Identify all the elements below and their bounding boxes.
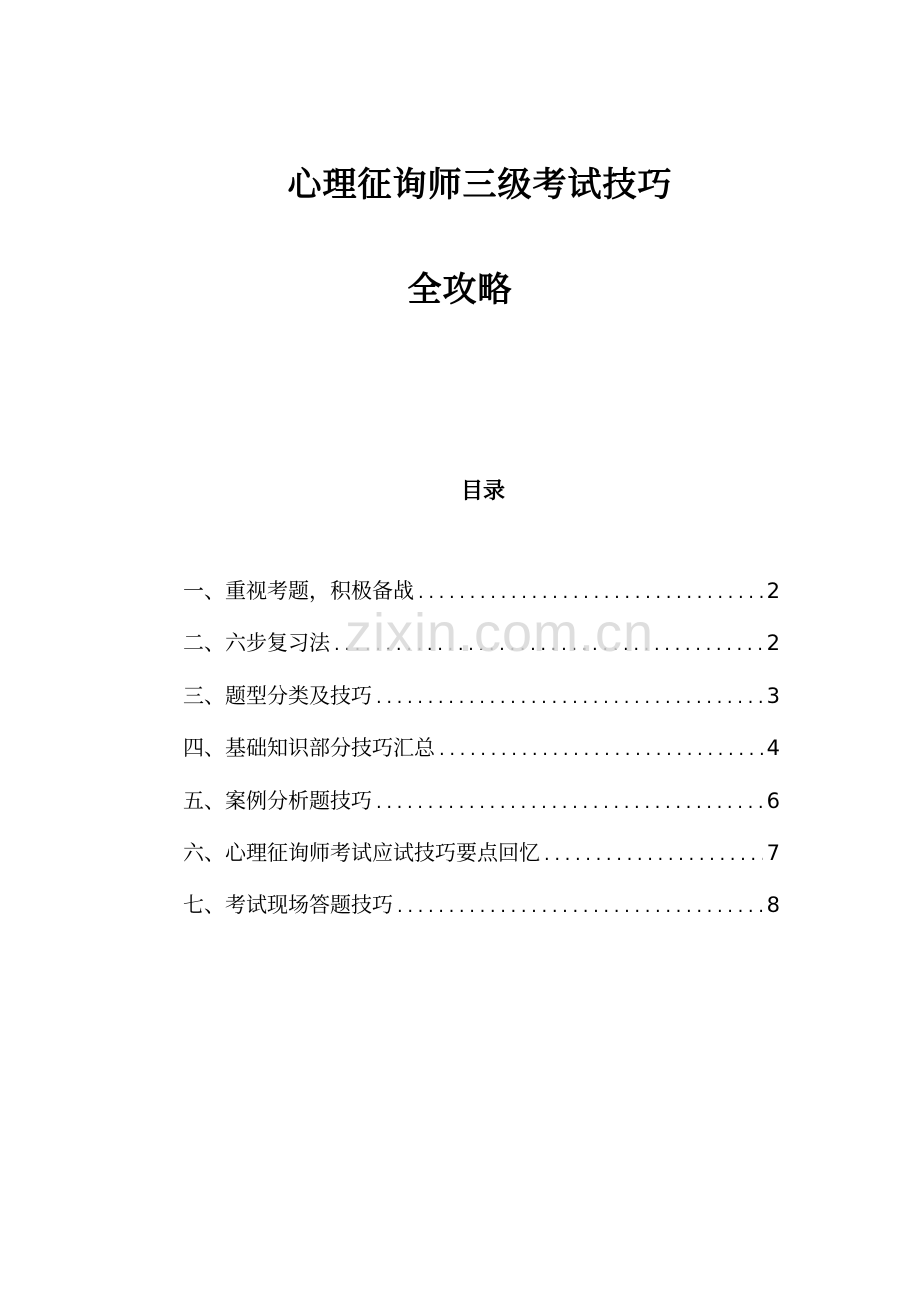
document-title-line2: 全攻略 (407, 270, 513, 310)
toc-entry-label: 六、心理征询师考试应试技巧要点回忆 (183, 840, 540, 865)
toc-leader-dots (334, 628, 763, 662)
toc-entry-page: 8 (766, 893, 780, 918)
toc-entry[interactable] (183, 626, 780, 678)
toc-entry-label: 二、六步复习法 (183, 631, 330, 656)
toc-entry-page: 3 (766, 683, 780, 708)
toc-entry[interactable] (183, 731, 780, 783)
toc-entry-label: 七、考试现场答题技巧 (183, 893, 393, 918)
toc-leader-dots (439, 733, 763, 767)
toc-entry[interactable] (183, 679, 780, 731)
toc-entry-page: 6 (766, 788, 780, 813)
table-of-contents (183, 574, 780, 941)
toc-entry-page: 2 (766, 579, 780, 603)
toc-leader-dots (376, 786, 763, 820)
toc-entry-page: 7 (766, 840, 780, 865)
document-title-line1: 心理征询师三级考试技巧 (287, 165, 673, 205)
toc-leader-dots (376, 681, 763, 715)
toc-entry[interactable] (183, 574, 780, 626)
toc-entry-page: 4 (766, 736, 780, 761)
toc-entry[interactable] (183, 836, 780, 888)
toc-entry[interactable] (183, 888, 780, 940)
watermark-text: zixin.com.cn (345, 603, 655, 663)
toc-leader-dots (397, 890, 763, 924)
toc-entry-label: 三、题型分类及技巧 (183, 683, 372, 708)
toc-leader-dots (544, 838, 763, 872)
toc-entry-label: 五、案例分析题技巧 (183, 788, 372, 813)
toc-leader-dots (418, 576, 763, 610)
toc-entry-label: 一、重视考题，积极备战 (183, 579, 414, 603)
toc-entry-label: 四、基础知识部分技巧汇总 (183, 736, 435, 761)
toc-entry[interactable] (183, 784, 780, 836)
toc-entry-page: 2 (766, 631, 780, 656)
toc-heading: 目录 (460, 479, 505, 504)
